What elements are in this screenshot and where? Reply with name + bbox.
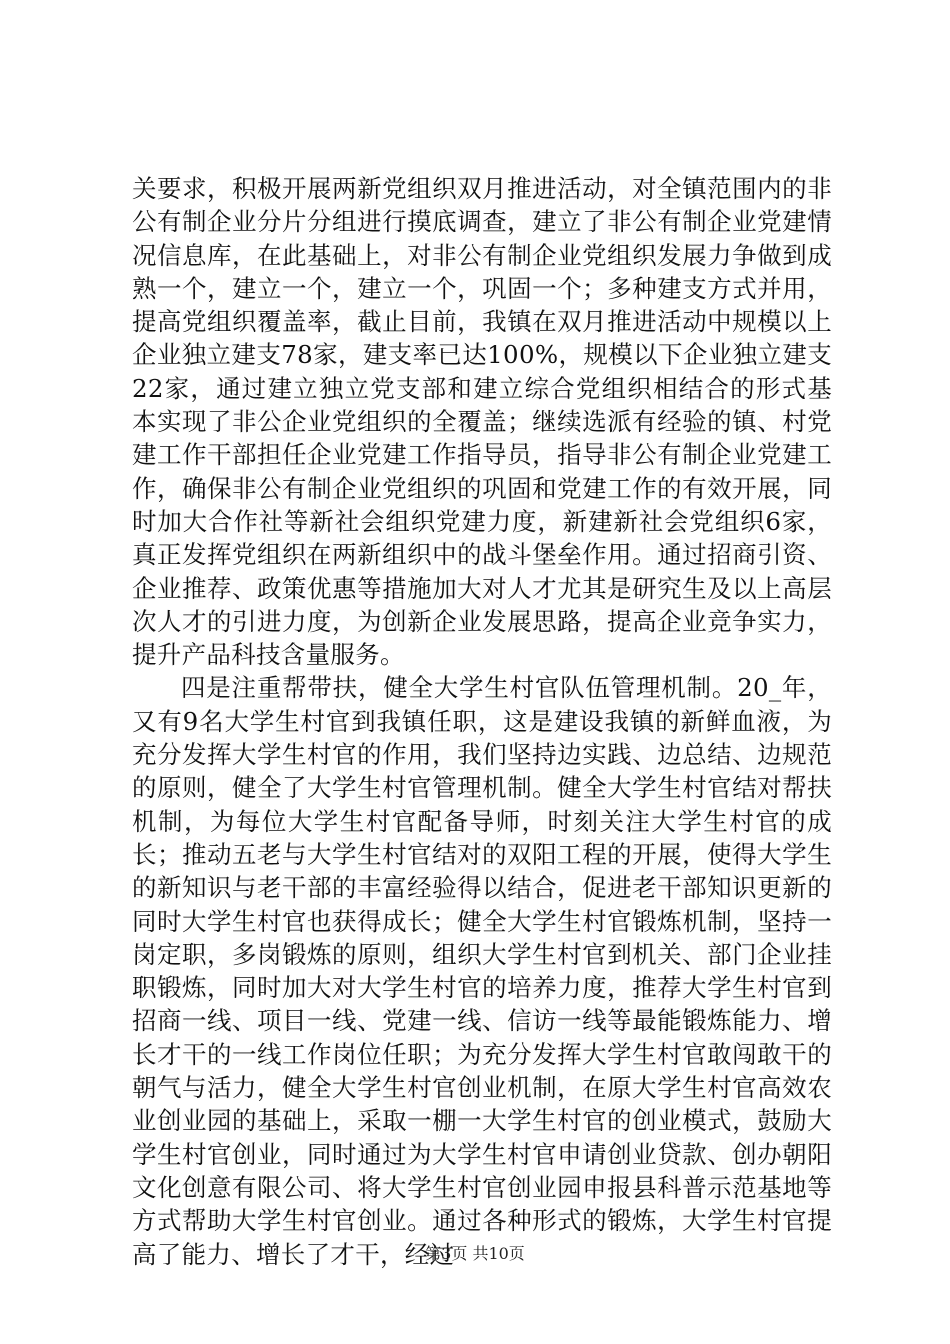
paragraph-2: 四是注重帮带扶，健全大学生村官队伍管理机制。20_年，又有9名大学生村官到我镇任职，这是建设我镇的新鲜血液，为充分发挥大学生村官的作用，我们坚持边实践、边总结、边规范的原则，健全了大学生村官管理机制。健全大学生村官结对帮扶机制，为每位大学生村官配备导师，时刻关注大学生村官的成长；推动五老与大学生村官结对的双阳工程的开展，使得大学生的新知识与老干部的丰富经验得以结合，促进老干部知识更新的同时大学生村官也获得成长；健全大学生村官锻炼机制，坚持一岗定职，多岗锻炼的原则，组织大学生村官到机关、部门企业挂职锻炼，同时加大对大学生村官的培养力度，推荐大学生村官到招商一线、项目一线、党建一线、信访一线等最能锻炼能力、增长才干的一线工作岗位任职；为充分发挥大学生村官敢闯敢干的朝气与活力，健全大学生村官创业机制，在原大学生村官高效农业创业园的基础上，采取一棚一大学生村官的创业模式，鼓励大学生村官创业，同时通过为大学生村官申请创业贷款、创办朝阳文化创意有限公司、将大学生村官创业园申报县科普示范基地等方式帮助大学生村官创业。通过各种形式的锻炼，大学生村官提高了能力、增长了才干，经过	[132, 673, 833, 1269]
paragraph-1: 关要求，积极开展两新党组织双月推进活动，对全镇范围内的非公有制企业分片分组进行摸底调查，建立了非公有制企业党建情况信息库，在此基础上，对非公有制企业党组织发展力争做到成熟一个，建立一个，建立一个，巩固一个；多种建支方式并用，提高党组织覆盖率，截止目前，我镇在双月推进活动中规模以上企业独立建支78家，建支率已达100%，规模以下企业独立建支22家，通过建立独立党支部和建立综合党组织相结合的形式基本实现了非公企业党组织的全覆盖；继续选派有经验的镇、村党建工作干部担任企业党建工作指导员，指导非公有制企业党建工作，确保非公有制企业党组织的巩固和党建工作的有效开展，同时加大合作社等新社会组织党建力度，新建新社会党组织6家，真正发挥党组织在两新组织中的战斗堡垒作用。通过招商引资、企业推荐、政策优惠等措施加大对人才尤其是研究生及以上高层次人才的引进力度，为创新企业发展思路，提高企业竞争实力，提升产品科技含量服务。	[132, 174, 833, 670]
document-body	[132, 172, 832, 1271]
page-number-footer: 第3页 共10页	[425, 1244, 525, 1263]
